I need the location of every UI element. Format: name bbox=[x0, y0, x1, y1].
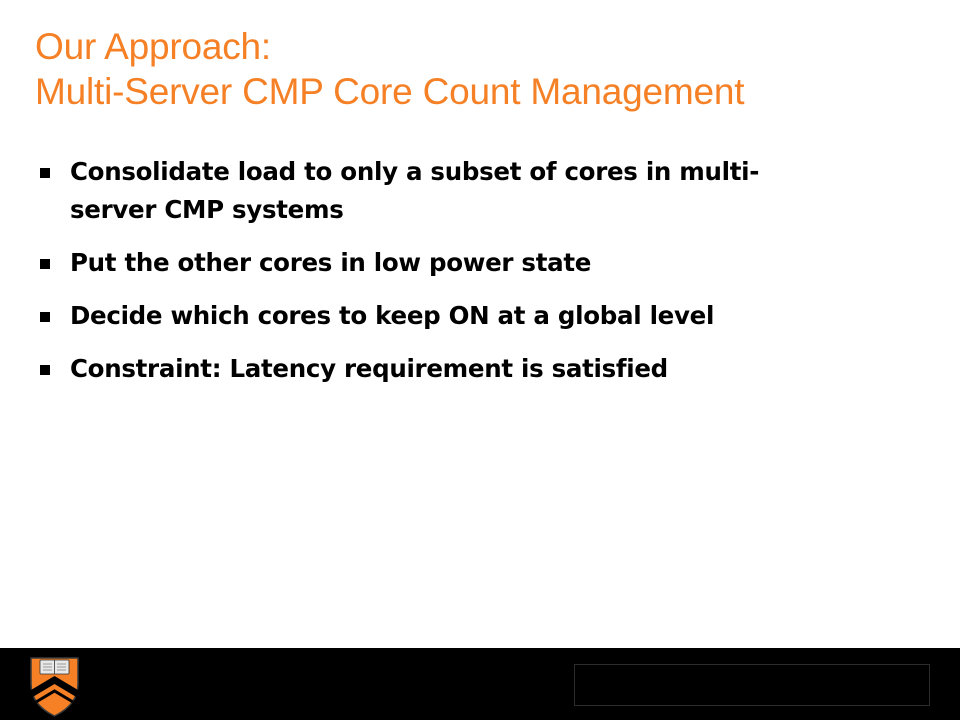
bullet-item bbox=[38, 297, 918, 335]
bullet-text: Put the other cores in low power state bbox=[70, 248, 592, 277]
bullet-list bbox=[38, 153, 918, 403]
bullet-text: Decide which cores to keep ON at a global level bbox=[70, 301, 715, 330]
title-line-2: Multi-Server CMP Core Count Management bbox=[35, 71, 745, 112]
slide-title bbox=[35, 24, 935, 114]
square-bullet-icon bbox=[40, 365, 50, 375]
bullet-text-line: server CMP systems bbox=[70, 195, 344, 224]
princeton-shield-icon bbox=[27, 650, 82, 718]
title-line-1: Our Approach: bbox=[35, 26, 271, 67]
bullet-item bbox=[38, 350, 918, 388]
square-bullet-icon bbox=[40, 168, 50, 178]
square-bullet-icon bbox=[40, 312, 50, 322]
bullet-item bbox=[38, 153, 918, 229]
bullet-text-line: Consolidate load to only a subset of cores in multi- bbox=[70, 157, 760, 186]
footer-panel bbox=[574, 664, 930, 706]
bullet-item bbox=[38, 244, 918, 282]
bullet-text: Constraint: Latency requirement is satisfied bbox=[70, 354, 668, 383]
square-bullet-icon bbox=[40, 259, 50, 269]
